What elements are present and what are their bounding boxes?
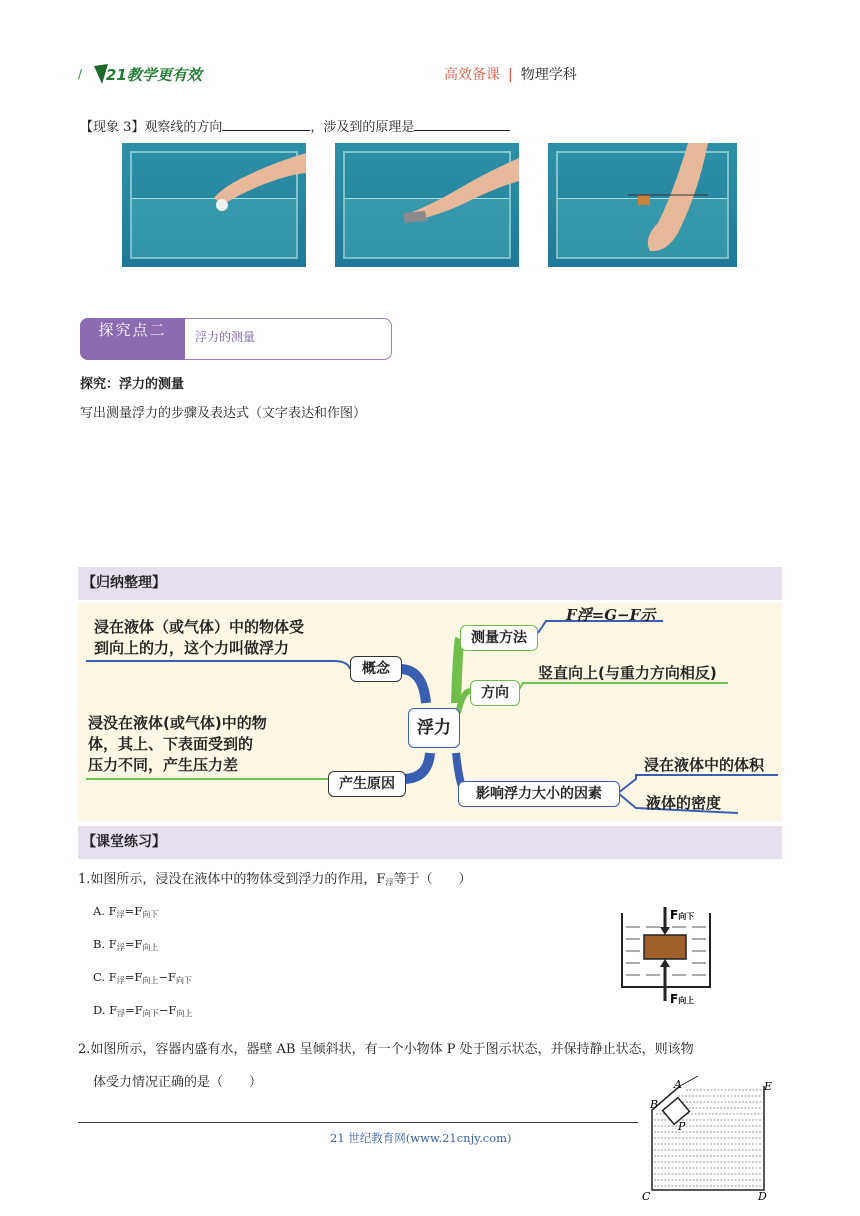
header-right: 物理学科 <box>520 67 577 83</box>
header-separator: | <box>508 67 513 83</box>
q1-option-b[interactable]: B. $F_浮=F_{向上}$ <box>93 937 159 952</box>
svg-text:C: C <box>642 1190 651 1203</box>
q2-line-1: 2.如图所示，容器内盛有水，器壁 AB 呈倾斜状，有一个小物体 P 处于图示状态，并保持静止状态，则该物 <box>78 1042 694 1057</box>
cause-text-2: 体，其上、下表面受到的 <box>88 735 254 753</box>
svg-text:E: E <box>764 1080 773 1093</box>
svg-text:B: B <box>650 1098 659 1111</box>
cause-text-3: 压力不同，产生压力差 <box>88 756 239 774</box>
q1-figure <box>620 905 712 1005</box>
svg-text:F向上: F向上 <box>670 992 695 1005</box>
center-node: 浮力 <box>408 708 460 748</box>
measure-formula: F浮=G−F示 <box>566 606 656 624</box>
q1-option-a[interactable]: A. $F_浮=F_{向下}$ <box>93 904 159 919</box>
q1-stem-text: 1.如图所示，浸没在液体中的物体受到浮力的作用，F <box>78 872 386 887</box>
factors-label: 影响浮力大小的因素 <box>458 781 620 807</box>
concept-label: 概念 <box>350 656 402 682</box>
q1-stem-end: 等于（ ） <box>393 872 472 887</box>
header-subject <box>444 64 577 84</box>
q1-stem-sub: 浮 <box>385 878 394 887</box>
answer-blank-2[interactable] <box>414 116 510 131</box>
explore-title: 探究：浮力的测量 <box>80 377 185 392</box>
factor-1: 浸在液体中的体积 <box>644 756 765 774</box>
q1-option-c[interactable]: C. $F_浮=F_{向上}-F_{向下}$ <box>93 970 192 985</box>
concept-text-2: 到向上的力，这个力叫做浮力 <box>94 639 290 657</box>
logo <box>78 58 208 90</box>
svg-text:21教学更有效: 21教学更有效 <box>106 66 202 84</box>
cause-label: 产生原因 <box>328 771 406 797</box>
q1-option-d[interactable]: D. $F_浮=F_{向下}-F_{向上}$ <box>93 1003 193 1018</box>
photo-tank-2 <box>335 143 519 267</box>
factor-2: 液体的密度 <box>646 794 722 812</box>
svg-text:A: A <box>674 1078 682 1091</box>
q1-stem <box>78 868 471 888</box>
section-subtitle: 浮力的测量 <box>195 330 256 344</box>
explore-instruction: 写出测量浮力的步骤及表达式（文字表达和作图） <box>80 406 367 421</box>
direction-text: 竖直向上(与重力方向相反) <box>538 664 717 682</box>
photo-tank-1 <box>122 143 306 267</box>
answer-blank-1[interactable] <box>222 116 310 131</box>
practice-heading: 【课堂练习】 <box>78 826 782 859</box>
q2-figure <box>636 1076 780 1204</box>
direction-label: 方向 <box>470 680 520 706</box>
phenomenon-3-prefix: 【现象 3】观察线的方向 <box>80 120 223 135</box>
header-left: 高效备课 <box>444 67 500 83</box>
phenomenon-3-mid: ，涉及到的原理是 <box>310 120 415 135</box>
svg-text:F向下: F向下 <box>670 908 695 922</box>
section-tab: 探究点二 <box>80 318 185 360</box>
svg-text:D: D <box>758 1190 767 1203</box>
measure-label: 测量方法 <box>460 625 538 651</box>
photo-tank-3 <box>548 143 737 267</box>
concept-text-1: 浸在液体（或气体）中的物体受 <box>94 618 305 636</box>
cause-text-1: 浸没在液体(或气体)中的物 <box>88 714 267 732</box>
q2-line-2: 体受力情况正确的是（ ） <box>93 1075 263 1090</box>
mind-map <box>78 603 782 821</box>
footer-link[interactable]: 21 世纪教育网(www.21cnjy.com) <box>330 1131 512 1145</box>
phenomenon-3 <box>80 116 510 135</box>
svg-text:P: P <box>678 1120 686 1133</box>
footer-divider <box>78 1122 638 1123</box>
svg-text:/: / <box>78 67 83 81</box>
summary-heading: 【归纳整理】 <box>78 567 782 600</box>
